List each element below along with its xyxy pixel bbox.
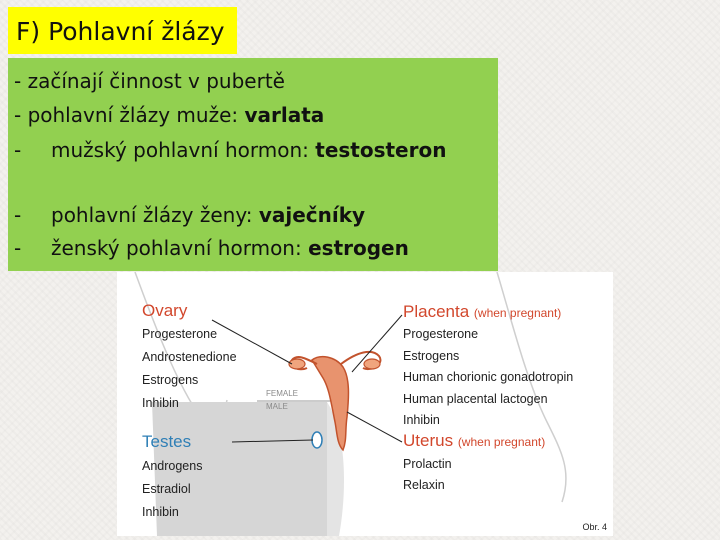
female-label: FEMALE bbox=[266, 389, 299, 398]
placenta-hormone: Estrogens bbox=[403, 349, 460, 363]
bullet-dash: - bbox=[14, 69, 22, 93]
bullet-line-3 bbox=[14, 140, 446, 160]
right-ovary-shape bbox=[364, 359, 380, 369]
bullet-dash: - bbox=[14, 203, 22, 227]
uterus-hormone: Relaxin bbox=[403, 478, 445, 492]
bullet-line-2 bbox=[14, 105, 324, 125]
bullet-bold: testosteron bbox=[315, 138, 447, 162]
figure-caption: Obr. 4 bbox=[582, 522, 607, 532]
bullet-bold: estrogen bbox=[308, 236, 409, 260]
slide-title bbox=[8, 7, 237, 54]
testis-shape bbox=[312, 432, 322, 448]
bullet-text: začínají činnost v pubertě bbox=[27, 69, 285, 93]
uterus-title-text: Uterus bbox=[403, 431, 454, 450]
testes-hormone: Estradiol bbox=[142, 482, 191, 496]
bullet-dash: - bbox=[14, 236, 22, 260]
placenta-title bbox=[403, 303, 561, 320]
bullet-dash: - bbox=[14, 103, 22, 127]
placenta-title-text: Placenta bbox=[403, 302, 470, 321]
ovary-title: Ovary bbox=[142, 301, 188, 320]
testes-title: Testes bbox=[142, 432, 192, 451]
bullet-text: mužský pohlavní hormon: bbox=[51, 138, 316, 162]
bullet-line-5 bbox=[14, 238, 409, 258]
ovary-hormone: Androstenedione bbox=[142, 350, 237, 364]
green-text-box bbox=[8, 58, 498, 271]
slide-title-text: F) Pohlavní žlázy bbox=[16, 17, 225, 46]
male-label: MALE bbox=[266, 402, 288, 411]
testes-hormone: Androgens bbox=[142, 459, 203, 473]
bullet-text: pohlavní žlázy muže: bbox=[27, 103, 245, 127]
uterus-hormone: Prolactin bbox=[403, 457, 452, 471]
placenta-hormone: Human placental lactogen bbox=[403, 392, 548, 406]
bullet-bold: varlata bbox=[244, 103, 325, 127]
placenta-note: (when pregnant) bbox=[473, 306, 562, 320]
bullet-line-1 bbox=[14, 71, 285, 91]
endocrine-glands-figure bbox=[117, 272, 613, 536]
bullet-text: ženský pohlavní hormon: bbox=[51, 236, 309, 260]
bullet-dash: - bbox=[14, 138, 22, 162]
placenta-hormone: Human chorionic gonadotropin bbox=[403, 370, 574, 384]
placenta-hormone: Inhibin bbox=[403, 413, 440, 427]
uterus-title bbox=[403, 432, 545, 449]
bullet-text: pohlavní žlázy ženy: bbox=[51, 203, 259, 227]
uterus-leader-line bbox=[347, 412, 402, 442]
uterus-note: (when pregnant) bbox=[457, 435, 546, 449]
ovary-hormone: Estrogens bbox=[142, 373, 199, 387]
placenta-hormone: Progesterone bbox=[403, 327, 479, 341]
bullet-bold: vaječníky bbox=[258, 203, 366, 227]
ovary-hormone: Progesterone bbox=[142, 327, 218, 341]
testes-hormone: Inhibin bbox=[142, 505, 179, 519]
ovary-hormone: Inhibin bbox=[142, 396, 179, 410]
bullet-line-4 bbox=[14, 205, 365, 225]
